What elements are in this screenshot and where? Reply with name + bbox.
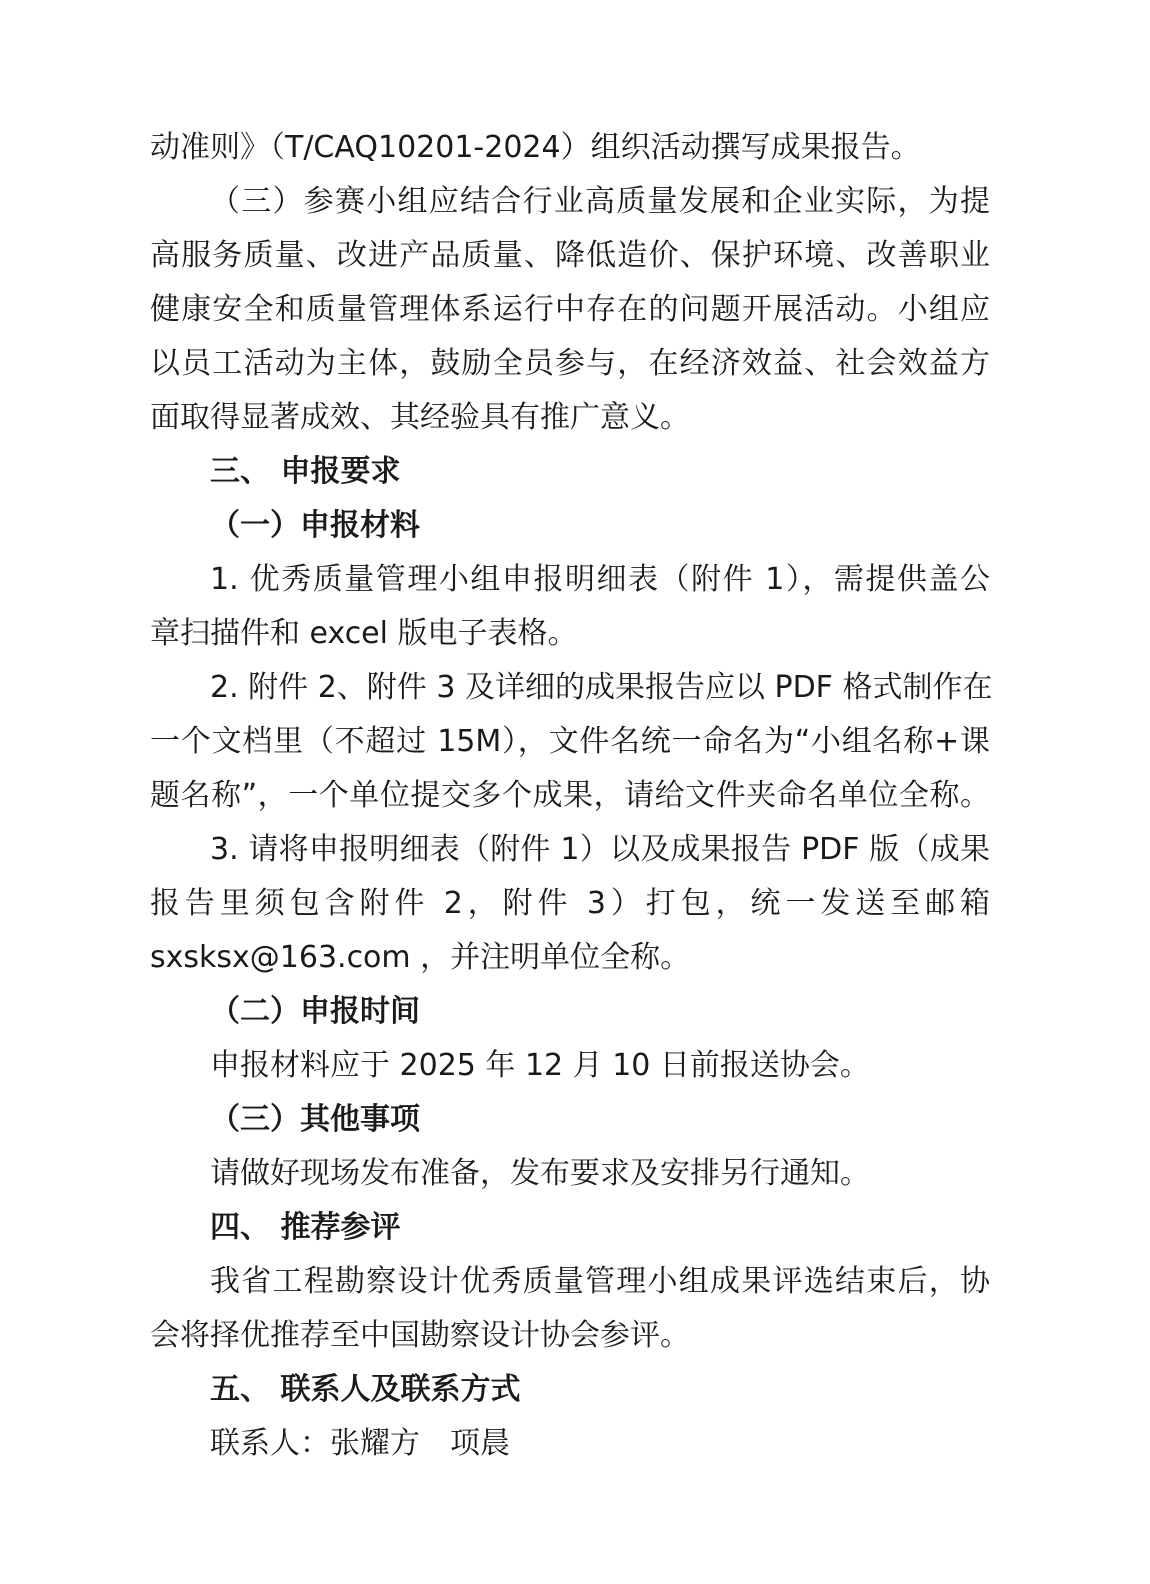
- paragraph-line: 面取得显著成效、其经验具有推广意义。: [150, 400, 690, 435]
- paragraph-line: 2. 附件 2、附件 3 及详细的成果报告应以 PDF 格式制作在: [210, 670, 993, 705]
- paragraph-line: 高服务质量、改进产品质量、降低造价、保护环境、改善职业: [150, 238, 990, 273]
- paragraph-line: 会将择优推荐至中国勘察设计协会参评。: [150, 1318, 690, 1353]
- subsection-heading: （三）其他事项: [210, 1102, 420, 1137]
- paragraph-line: 以员工活动为主体，鼓励全员参与，在经济效益、社会效益方: [150, 346, 990, 381]
- paragraph-line: （三）参赛小组应结合行业高质量发展和企业实际，为提: [210, 184, 990, 219]
- paragraph-line: 我省工程勘察设计优秀质量管理小组成果评选结束后，协: [210, 1264, 990, 1299]
- paragraph-line: 报告里须包含附件 2，附件 3）打包，统一发送至邮箱: [150, 886, 990, 921]
- contact-line: 联系人：张耀方 项晨: [210, 1426, 510, 1461]
- paragraph-line-email: sxsksx@163.com ，并注明单位全称。: [150, 940, 691, 975]
- subsection-heading: （一）申报材料: [210, 508, 420, 543]
- section-heading: 五、 联系人及联系方式: [210, 1372, 521, 1407]
- paragraph-line: 章扫描件和 excel 版电子表格。: [150, 616, 578, 651]
- paragraph-line: 申报材料应于 2025 年 12 月 10 日前报送协会。: [210, 1048, 870, 1083]
- paragraph-line: 题名称”，一个单位提交多个成果，请给文件夹命名单位全称。: [150, 778, 990, 813]
- paragraph-line: 健康安全和质量管理体系运行中存在的问题开展活动。小组应: [150, 292, 990, 327]
- section-heading: 三、 申报要求: [210, 454, 401, 489]
- subsection-heading: （二）申报时间: [210, 994, 420, 1029]
- paragraph-line: 1. 优秀质量管理小组申报明细表（附件 1），需提供盖公: [210, 562, 990, 597]
- paragraph-line: 请做好现场发布准备，发布要求及安排另行通知。: [210, 1156, 870, 1191]
- section-heading: 四、 推荐参评: [210, 1210, 401, 1245]
- paragraph-line: 一个文档里（不超过 15M），文件名统一命名为“小组名称+课: [150, 724, 990, 759]
- paragraph-line: 动准则》（T/CAQ10201-2024）组织活动撰写成果报告。: [150, 130, 921, 165]
- paragraph-line: 3. 请将申报明细表（附件 1）以及成果报告 PDF 版（成果: [210, 832, 990, 867]
